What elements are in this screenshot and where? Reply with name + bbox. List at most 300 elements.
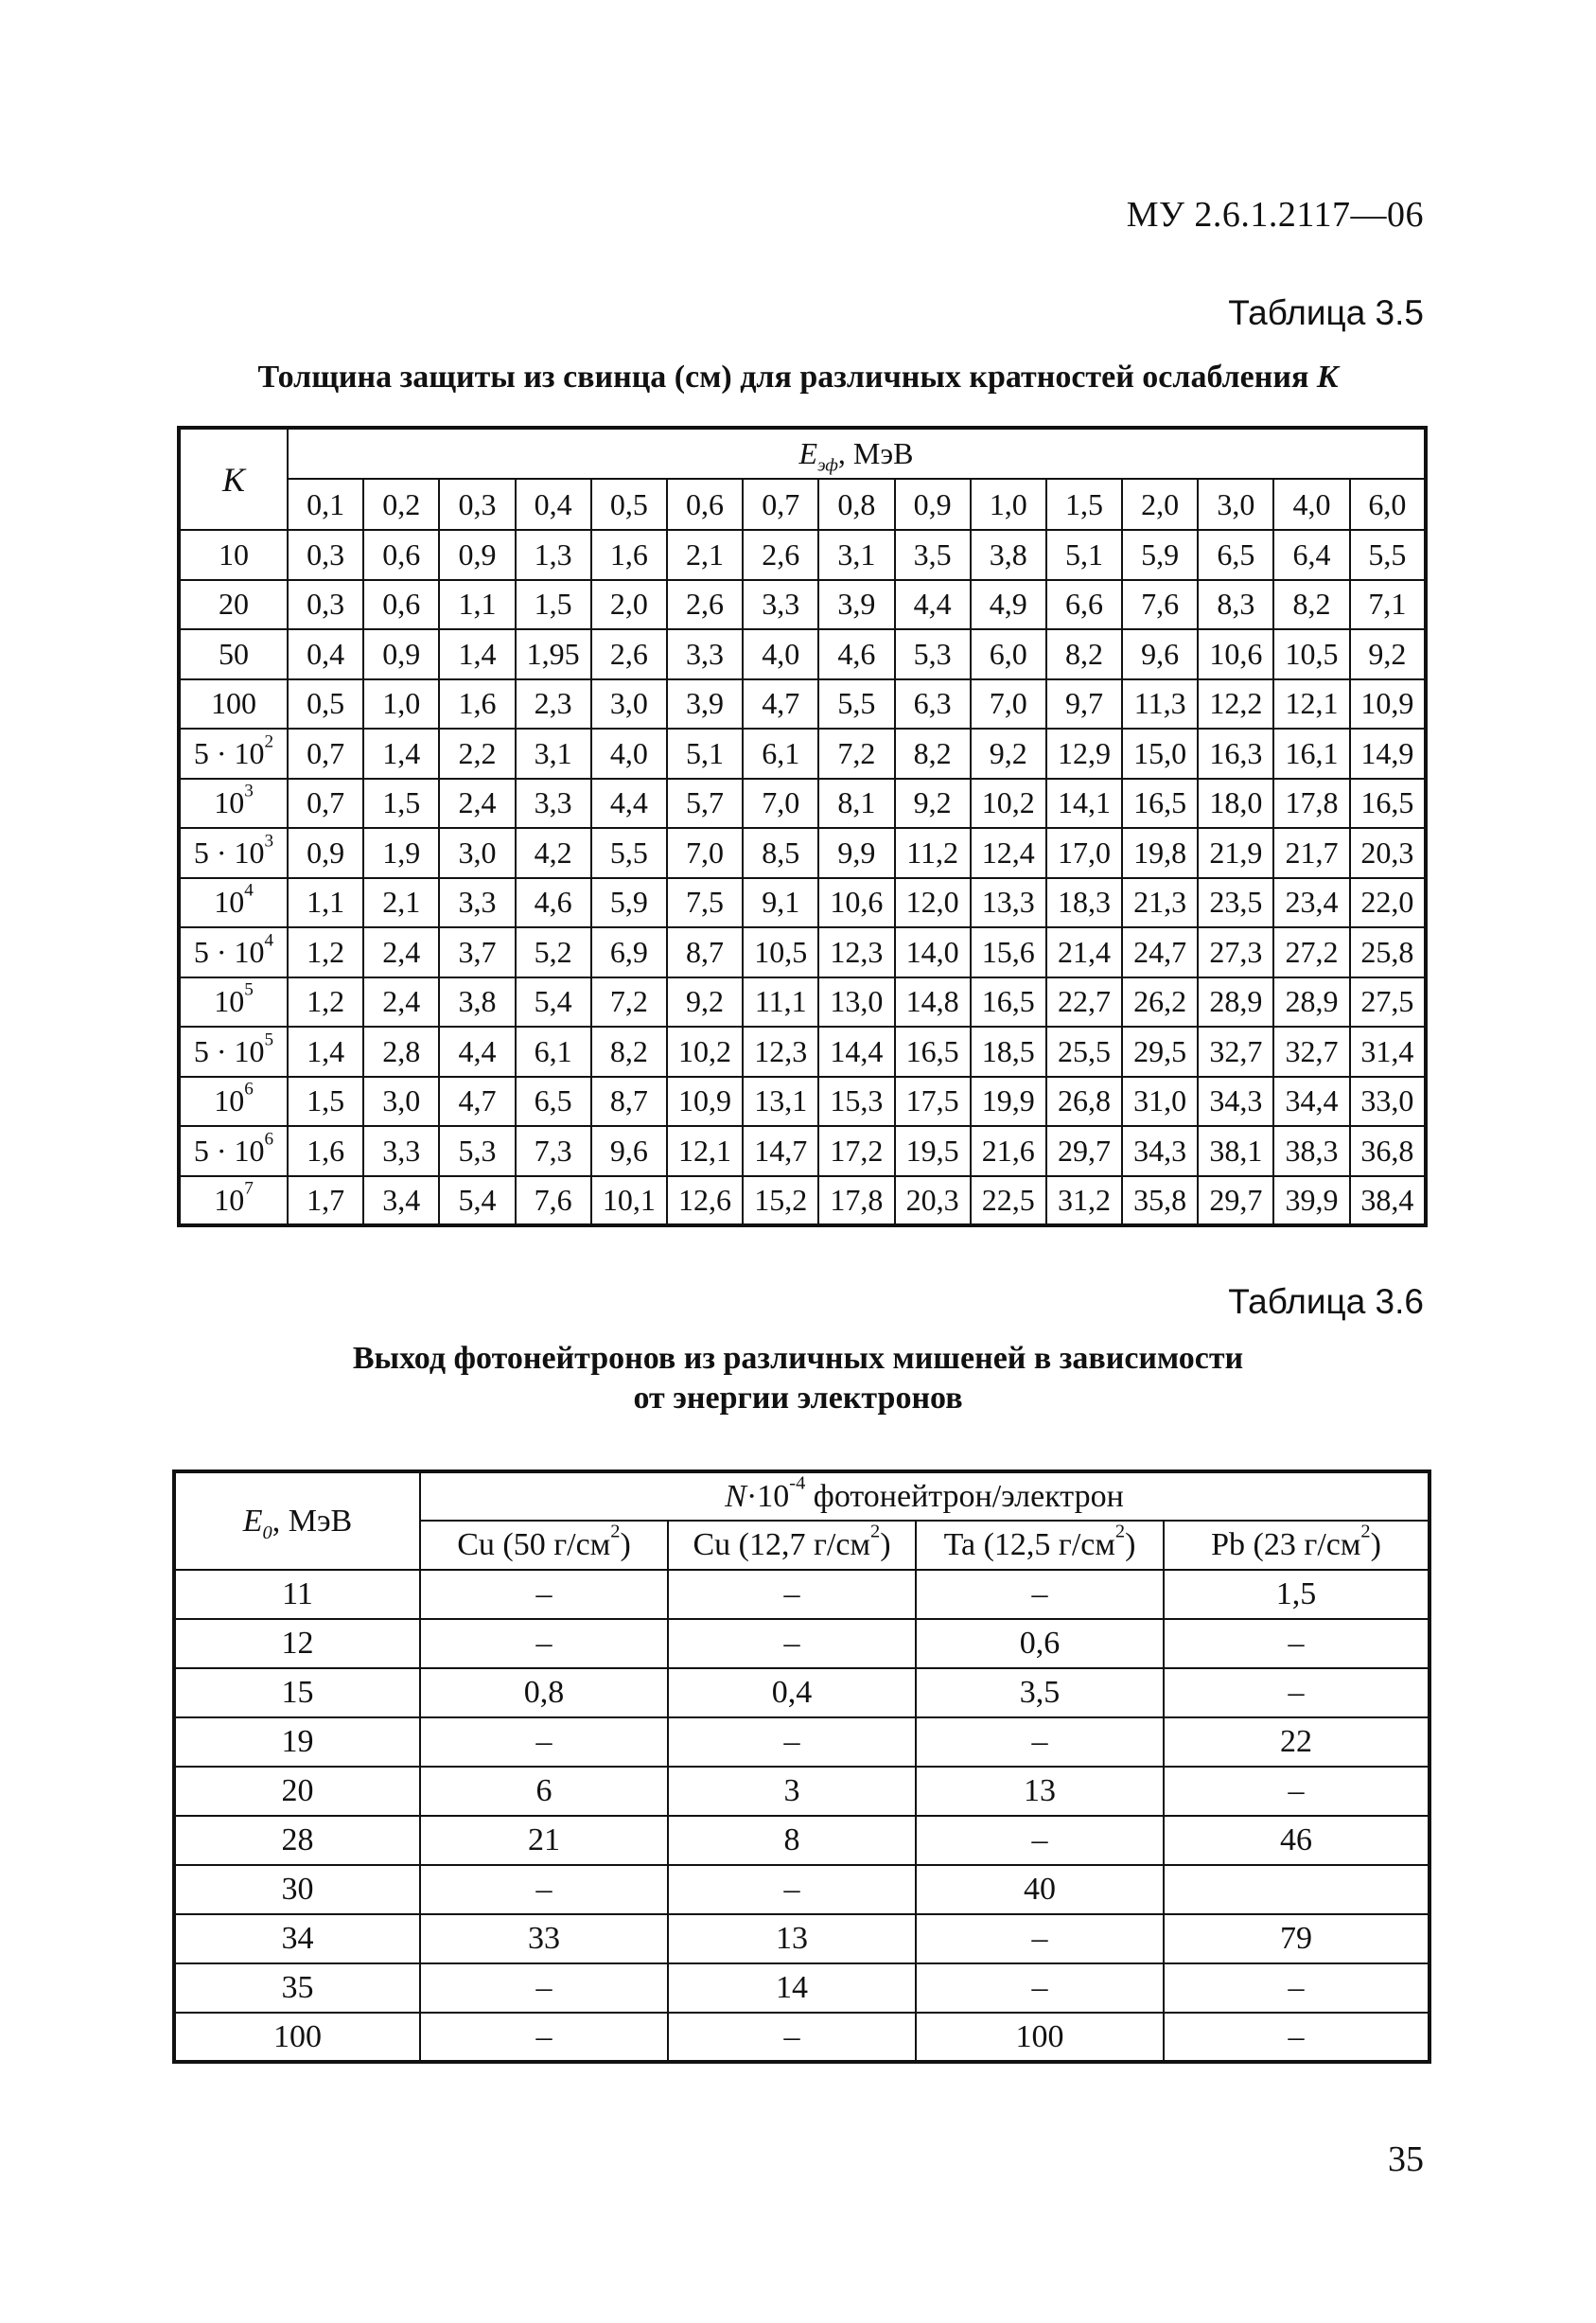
thickness-cell: 9,1 [743, 878, 818, 928]
yield-cell: – [420, 1865, 668, 1914]
thickness-cell: 11,2 [895, 828, 971, 878]
e0-value-cell: 34 [174, 1914, 420, 1963]
yield-cell: 14 [668, 1963, 916, 2013]
thickness-cell: 8,1 [818, 779, 894, 829]
target-label-end: ) [1370, 1527, 1381, 1562]
thickness-cell: 19,8 [1122, 828, 1198, 878]
thickness-cell: 29,7 [1198, 1176, 1273, 1226]
thickness-cell: 2,0 [591, 580, 667, 630]
thickness-cell: 6,4 [1273, 530, 1349, 580]
thickness-cell: 7,0 [667, 828, 743, 878]
thickness-cell: 0,7 [288, 779, 363, 829]
thickness-cell: 9,2 [1350, 629, 1426, 679]
k-base: 10 [214, 885, 245, 920]
target-exponent: 2 [1360, 1521, 1371, 1542]
thickness-cell: 21,4 [1046, 927, 1122, 977]
thickness-cell: 13,3 [971, 878, 1046, 928]
table-row [174, 1668, 1429, 1717]
energy-header-row [179, 479, 1426, 530]
thickness-cell: 3,0 [439, 828, 515, 878]
thickness-cell: 36,8 [1350, 1126, 1426, 1176]
thickness-cell: 18,3 [1046, 878, 1122, 928]
e0-value-cell: 12 [174, 1619, 420, 1668]
target-exponent: 2 [869, 1521, 881, 1542]
thickness-cell: 5,4 [439, 1176, 515, 1226]
yield-cell: 0,6 [916, 1619, 1164, 1668]
thickness-cell: 8,2 [895, 729, 971, 779]
thickness-cell: 17,8 [1273, 779, 1349, 829]
thickness-cell: 7,1 [1350, 580, 1426, 630]
thickness-cell: 1,4 [288, 1027, 363, 1077]
thickness-cell: 1,9 [363, 828, 439, 878]
yield-cell: 6 [420, 1767, 668, 1816]
thickness-cell: 34,4 [1273, 1077, 1349, 1127]
energy-header-cell: 0,5 [591, 479, 667, 530]
e0-unit: , МэВ [272, 1503, 353, 1539]
thickness-cell: 1,6 [439, 679, 515, 730]
k-base: 5 · 10 [193, 934, 265, 969]
thickness-cell: 5,9 [1122, 530, 1198, 580]
k-base: 5 · 10 [193, 835, 265, 870]
thickness-cell: 25,8 [1350, 927, 1426, 977]
thickness-cell: 1,5 [288, 1077, 363, 1127]
thickness-cell: 0,6 [363, 580, 439, 630]
thickness-cell: 25,5 [1046, 1027, 1122, 1077]
yield-cell: 100 [916, 2013, 1164, 2062]
thickness-cell: 32,7 [1198, 1027, 1273, 1077]
target-label-end: ) [880, 1527, 891, 1562]
table-row [179, 629, 1426, 679]
thickness-cell: 10,5 [743, 927, 818, 977]
thickness-cell: 2,1 [363, 878, 439, 928]
thickness-cell: 4,4 [895, 580, 971, 630]
k-value-cell [179, 729, 288, 779]
k-value-cell [179, 1176, 288, 1226]
thickness-cell: 38,3 [1273, 1126, 1349, 1176]
k-value-cell [179, 580, 288, 630]
thickness-cell: 10,2 [667, 1027, 743, 1077]
yield-cell: – [1164, 2013, 1429, 2062]
table-row [174, 1963, 1429, 2013]
thickness-cell: 22,5 [971, 1176, 1046, 1226]
k-exponent: 4 [244, 880, 254, 901]
target-header-cell [420, 1521, 668, 1570]
table-row [174, 1570, 1429, 1619]
thickness-cell: 1,6 [591, 530, 667, 580]
thickness-cell: 12,3 [743, 1027, 818, 1077]
yield-cell: 0,4 [668, 1668, 916, 1717]
energy-group-header [288, 428, 1426, 479]
yield-cell: – [1164, 1619, 1429, 1668]
thickness-cell: 4,7 [439, 1077, 515, 1127]
thickness-cell: 4,4 [439, 1027, 515, 1077]
thickness-cell: 22,7 [1046, 977, 1122, 1028]
thickness-cell: 4,0 [591, 729, 667, 779]
energy-header-cell: 2,0 [1122, 479, 1198, 530]
thickness-cell: 10,9 [667, 1077, 743, 1127]
thickness-cell: 8,5 [743, 828, 818, 878]
thickness-cell: 16,3 [1198, 729, 1273, 779]
thickness-cell: 1,6 [288, 1126, 363, 1176]
k-exponent: 7 [244, 1178, 254, 1199]
energy-header-cell: 0,4 [516, 479, 591, 530]
yield-cell: 1,5 [1164, 1570, 1429, 1619]
yield-cell: 46 [1164, 1816, 1429, 1865]
thickness-cell: 10,6 [818, 878, 894, 928]
thickness-cell: 12,2 [1198, 679, 1273, 730]
k-exponent: 5 [244, 979, 254, 1000]
thickness-cell: 31,2 [1046, 1176, 1122, 1226]
thickness-cell: 3,0 [591, 679, 667, 730]
target-exponent: 2 [1114, 1521, 1126, 1542]
yield-cell: – [420, 2013, 668, 2062]
thickness-cell: 1,5 [363, 779, 439, 829]
thickness-cell: 27,5 [1350, 977, 1426, 1028]
k-base: 20 [219, 587, 249, 622]
table-row [174, 1619, 1429, 1668]
k-base: 5 · 10 [193, 1033, 265, 1068]
yield-cell: 33 [420, 1914, 668, 1963]
target-label: Cu (50 г/см [457, 1527, 611, 1562]
yield-cell: – [668, 2013, 916, 2062]
e0-value-cell: 11 [174, 1570, 420, 1619]
thickness-cell: 10,5 [1273, 629, 1349, 679]
thickness-cell: 4,6 [818, 629, 894, 679]
thickness-cell: 12,1 [667, 1126, 743, 1176]
thickness-cell: 4,2 [516, 828, 591, 878]
table-3-5-title: Толщина защиты из свинца (см) для различных кратностей ослабления K [257, 360, 1339, 395]
k-exponent: 4 [264, 930, 274, 951]
thickness-cell: 2,6 [591, 629, 667, 679]
target-header-cell [916, 1521, 1164, 1570]
thickness-cell: 16,5 [1122, 779, 1198, 829]
yield-cell: – [916, 1717, 1164, 1767]
target-label-end: ) [620, 1527, 631, 1562]
table-3-6-caption: Таблица 3.6 [1228, 1282, 1424, 1321]
thickness-cell: 2,4 [363, 977, 439, 1028]
thickness-cell: 8,2 [591, 1027, 667, 1077]
yield-cell: – [668, 1570, 916, 1619]
thickness-cell: 5,3 [439, 1126, 515, 1176]
table-row [179, 977, 1426, 1028]
e0-symbol: E [242, 1503, 263, 1539]
thickness-cell: 12,0 [895, 878, 971, 928]
energy-subscript: эф [817, 455, 838, 476]
yield-base: ·10 [745, 1478, 790, 1514]
yield-cell: – [1164, 1668, 1429, 1717]
thickness-cell: 17,8 [818, 1176, 894, 1226]
yield-cell: – [916, 1914, 1164, 1963]
thickness-cell: 5,5 [1350, 530, 1426, 580]
thickness-cell: 3,1 [516, 729, 591, 779]
k-value-cell [179, 1027, 288, 1077]
thickness-cell: 3,4 [363, 1176, 439, 1226]
thickness-cell: 16,5 [895, 1027, 971, 1077]
thickness-cell: 20,3 [1350, 828, 1426, 878]
thickness-cell: 35,8 [1122, 1176, 1198, 1226]
table-row [179, 679, 1426, 730]
target-header-cell [1164, 1521, 1429, 1570]
k-exponent: 5 [264, 1030, 274, 1050]
table-row [179, 530, 1426, 580]
k-exponent: 6 [264, 1129, 274, 1150]
thickness-cell: 0,6 [363, 530, 439, 580]
k-column-header: K [179, 428, 288, 530]
thickness-cell: 10,9 [1350, 679, 1426, 730]
thickness-cell: 5,5 [591, 828, 667, 878]
thickness-cell: 11,1 [743, 977, 818, 1028]
thickness-cell: 9,6 [591, 1126, 667, 1176]
thickness-cell: 15,0 [1122, 729, 1198, 779]
yield-cell: – [668, 1717, 916, 1767]
yield-cell: – [420, 1570, 668, 1619]
k-value-cell [179, 1126, 288, 1176]
k-base: 10 [214, 1182, 245, 1217]
yield-cell: – [916, 1963, 1164, 2013]
thickness-cell: 18,5 [971, 1027, 1046, 1077]
table-3-6-title-line1: Выход фотонейтронов из различных мишеней в зависимости [352, 1341, 1244, 1376]
energy-header-cell: 0,9 [895, 479, 971, 530]
thickness-cell: 0,3 [288, 580, 363, 630]
thickness-cell: 7,3 [516, 1126, 591, 1176]
thickness-cell: 3,8 [439, 977, 515, 1028]
thickness-cell: 0,4 [288, 629, 363, 679]
energy-header-cell: 0,1 [288, 479, 363, 530]
thickness-cell: 20,3 [895, 1176, 971, 1226]
thickness-cell: 28,9 [1198, 977, 1273, 1028]
k-exponent: 3 [244, 781, 254, 801]
thickness-cell: 1,2 [288, 977, 363, 1028]
table-row [174, 1914, 1429, 1963]
thickness-cell: 7,0 [971, 679, 1046, 730]
thickness-cell: 21,6 [971, 1126, 1046, 1176]
thickness-cell: 26,2 [1122, 977, 1198, 1028]
thickness-cell: 5,2 [516, 927, 591, 977]
thickness-cell: 34,3 [1122, 1126, 1198, 1176]
thickness-cell: 14,0 [895, 927, 971, 977]
table-row [179, 729, 1426, 779]
table-row [174, 2013, 1429, 2062]
table-row [179, 779, 1426, 829]
table-row [179, 878, 1426, 928]
thickness-cell: 7,0 [743, 779, 818, 829]
target-label: Cu (12,7 г/см [693, 1527, 870, 1562]
thickness-cell: 8,3 [1198, 580, 1273, 630]
k-base: 5 · 10 [193, 1133, 265, 1168]
thickness-cell: 14,9 [1350, 729, 1426, 779]
k-value-cell [179, 828, 288, 878]
table-row [179, 1176, 1426, 1226]
thickness-cell: 5,7 [667, 779, 743, 829]
k-value-cell [179, 779, 288, 829]
thickness-cell: 2,1 [667, 530, 743, 580]
thickness-cell: 29,7 [1046, 1126, 1122, 1176]
thickness-cell: 9,2 [895, 779, 971, 829]
thickness-cell: 11,3 [1122, 679, 1198, 730]
thickness-cell: 8,7 [667, 927, 743, 977]
yield-cell: – [916, 1816, 1164, 1865]
yield-cell: – [420, 1619, 668, 1668]
thickness-cell: 6,3 [895, 679, 971, 730]
thickness-cell: 4,7 [743, 679, 818, 730]
energy-header-cell: 1,5 [1046, 479, 1122, 530]
thickness-cell: 21,9 [1198, 828, 1273, 878]
thickness-cell: 4,6 [516, 878, 591, 928]
thickness-cell: 22,0 [1350, 878, 1426, 928]
thickness-cell: 3,0 [363, 1077, 439, 1127]
yield-unit: фотонейтрон/электрон [805, 1478, 1124, 1514]
table-row [174, 1865, 1429, 1914]
thickness-cell: 9,9 [818, 828, 894, 878]
thickness-cell: 27,3 [1198, 927, 1273, 977]
thickness-cell: 12,3 [818, 927, 894, 977]
thickness-cell: 24,7 [1122, 927, 1198, 977]
thickness-cell: 14,7 [743, 1126, 818, 1176]
thickness-cell: 21,3 [1122, 878, 1198, 928]
thickness-cell: 1,1 [439, 580, 515, 630]
page-number: 35 [1388, 2139, 1424, 2179]
yield-cell: 40 [916, 1865, 1164, 1914]
thickness-cell: 31,0 [1122, 1077, 1198, 1127]
thickness-cell: 8,2 [1046, 629, 1122, 679]
yield-cell: 13 [668, 1914, 916, 1963]
k-base: 10 [214, 1083, 245, 1118]
thickness-cell: 7,2 [818, 729, 894, 779]
k-value-cell [179, 629, 288, 679]
thickness-cell: 1,3 [516, 530, 591, 580]
energy-header-cell: 6,0 [1350, 479, 1426, 530]
thickness-cell: 13,0 [818, 977, 894, 1028]
thickness-cell: 23,5 [1198, 878, 1273, 928]
thickness-cell: 38,1 [1198, 1126, 1273, 1176]
title-k-symbol: K [1316, 360, 1339, 395]
e0-value-cell: 35 [174, 1963, 420, 2013]
thickness-cell: 5,4 [516, 977, 591, 1028]
yield-cell: – [420, 1963, 668, 2013]
thickness-cell: 6,0 [971, 629, 1046, 679]
k-base: 10 [214, 984, 245, 1019]
document-code: МУ 2.6.1.2117—06 [1126, 195, 1424, 235]
k-base: 100 [211, 686, 256, 721]
k-exponent: 6 [244, 1079, 254, 1100]
thickness-cell: 4,4 [591, 779, 667, 829]
target-header-cell [668, 1521, 916, 1570]
thickness-cell: 34,3 [1198, 1077, 1273, 1127]
thickness-cell: 17,2 [818, 1126, 894, 1176]
thickness-cell: 2,6 [743, 530, 818, 580]
e0-value-cell: 20 [174, 1767, 420, 1816]
target-label: Pb (23 г/см [1211, 1527, 1361, 1562]
yield-cell: – [420, 1717, 668, 1767]
k-base: 5 · 10 [193, 735, 265, 770]
thickness-cell: 1,7 [288, 1176, 363, 1226]
yield-cell: – [916, 1570, 1164, 1619]
yield-cell [1164, 1865, 1429, 1914]
thickness-cell: 5,9 [591, 878, 667, 928]
lead-shielding-table [177, 426, 1428, 1227]
k-value-cell [179, 878, 288, 928]
thickness-cell: 9,6 [1122, 629, 1198, 679]
thickness-cell: 12,6 [667, 1176, 743, 1226]
thickness-cell: 9,7 [1046, 679, 1122, 730]
e0-value-cell: 100 [174, 2013, 420, 2062]
thickness-cell: 15,2 [743, 1176, 818, 1226]
e0-value-cell: 30 [174, 1865, 420, 1914]
table-3-6-title-line2: от энергии электронов [633, 1381, 963, 1416]
thickness-cell: 2,3 [516, 679, 591, 730]
energy-header-cell: 4,0 [1273, 479, 1349, 530]
thickness-cell: 3,9 [818, 580, 894, 630]
yield-group-header [420, 1471, 1429, 1521]
thickness-cell: 27,2 [1273, 927, 1349, 977]
thickness-cell: 14,4 [818, 1027, 894, 1077]
table-row [179, 1126, 1426, 1176]
thickness-cell: 19,5 [895, 1126, 971, 1176]
photoneutron-yield-table [172, 1469, 1431, 2064]
thickness-cell: 28,9 [1273, 977, 1349, 1028]
yield-exponent: -4 [789, 1472, 806, 1494]
thickness-cell: 16,5 [1350, 779, 1426, 829]
thickness-cell: 10,2 [971, 779, 1046, 829]
thickness-cell: 10,1 [591, 1176, 667, 1226]
thickness-cell: 8,2 [1273, 580, 1349, 630]
thickness-cell: 10,6 [1198, 629, 1273, 679]
thickness-cell: 6,6 [1046, 580, 1122, 630]
yield-cell: 0,8 [420, 1668, 668, 1717]
thickness-cell: 0,3 [288, 530, 363, 580]
yield-cell: – [668, 1865, 916, 1914]
thickness-cell: 2,2 [439, 729, 515, 779]
yield-cell: – [1164, 1963, 1429, 2013]
energy-header-cell: 0,7 [743, 479, 818, 530]
e0-subscript: 0 [262, 1522, 272, 1543]
thickness-cell: 21,7 [1273, 828, 1349, 878]
yield-cell: 3 [668, 1767, 916, 1816]
yield-cell: 8 [668, 1816, 916, 1865]
thickness-cell: 8,7 [591, 1077, 667, 1127]
thickness-cell: 2,8 [363, 1027, 439, 1077]
target-label-end: ) [1125, 1527, 1136, 1562]
thickness-cell: 19,9 [971, 1077, 1046, 1127]
thickness-cell: 6,9 [591, 927, 667, 977]
thickness-cell: 9,2 [971, 729, 1046, 779]
thickness-cell: 39,9 [1273, 1176, 1349, 1226]
yield-cell: 22 [1164, 1717, 1429, 1767]
thickness-cell: 9,2 [667, 977, 743, 1028]
table-row [174, 1816, 1429, 1865]
thickness-cell: 1,0 [363, 679, 439, 730]
thickness-cell: 2,4 [363, 927, 439, 977]
thickness-cell: 3,1 [818, 530, 894, 580]
thickness-cell: 1,2 [288, 927, 363, 977]
thickness-cell: 0,9 [363, 629, 439, 679]
energy-header-cell: 1,0 [971, 479, 1046, 530]
yield-cell: 13 [916, 1767, 1164, 1816]
yield-cell: – [1164, 1767, 1429, 1816]
thickness-cell: 5,5 [818, 679, 894, 730]
thickness-cell: 0,9 [288, 828, 363, 878]
thickness-cell: 7,6 [1122, 580, 1198, 630]
thickness-cell: 32,7 [1273, 1027, 1349, 1077]
thickness-cell: 12,9 [1046, 729, 1122, 779]
thickness-cell: 3,3 [743, 580, 818, 630]
target-exponent: 2 [610, 1521, 621, 1542]
thickness-cell: 5,1 [667, 729, 743, 779]
thickness-cell: 5,3 [895, 629, 971, 679]
thickness-cell: 1,4 [439, 629, 515, 679]
k-value-cell [179, 977, 288, 1028]
thickness-cell: 2,6 [667, 580, 743, 630]
